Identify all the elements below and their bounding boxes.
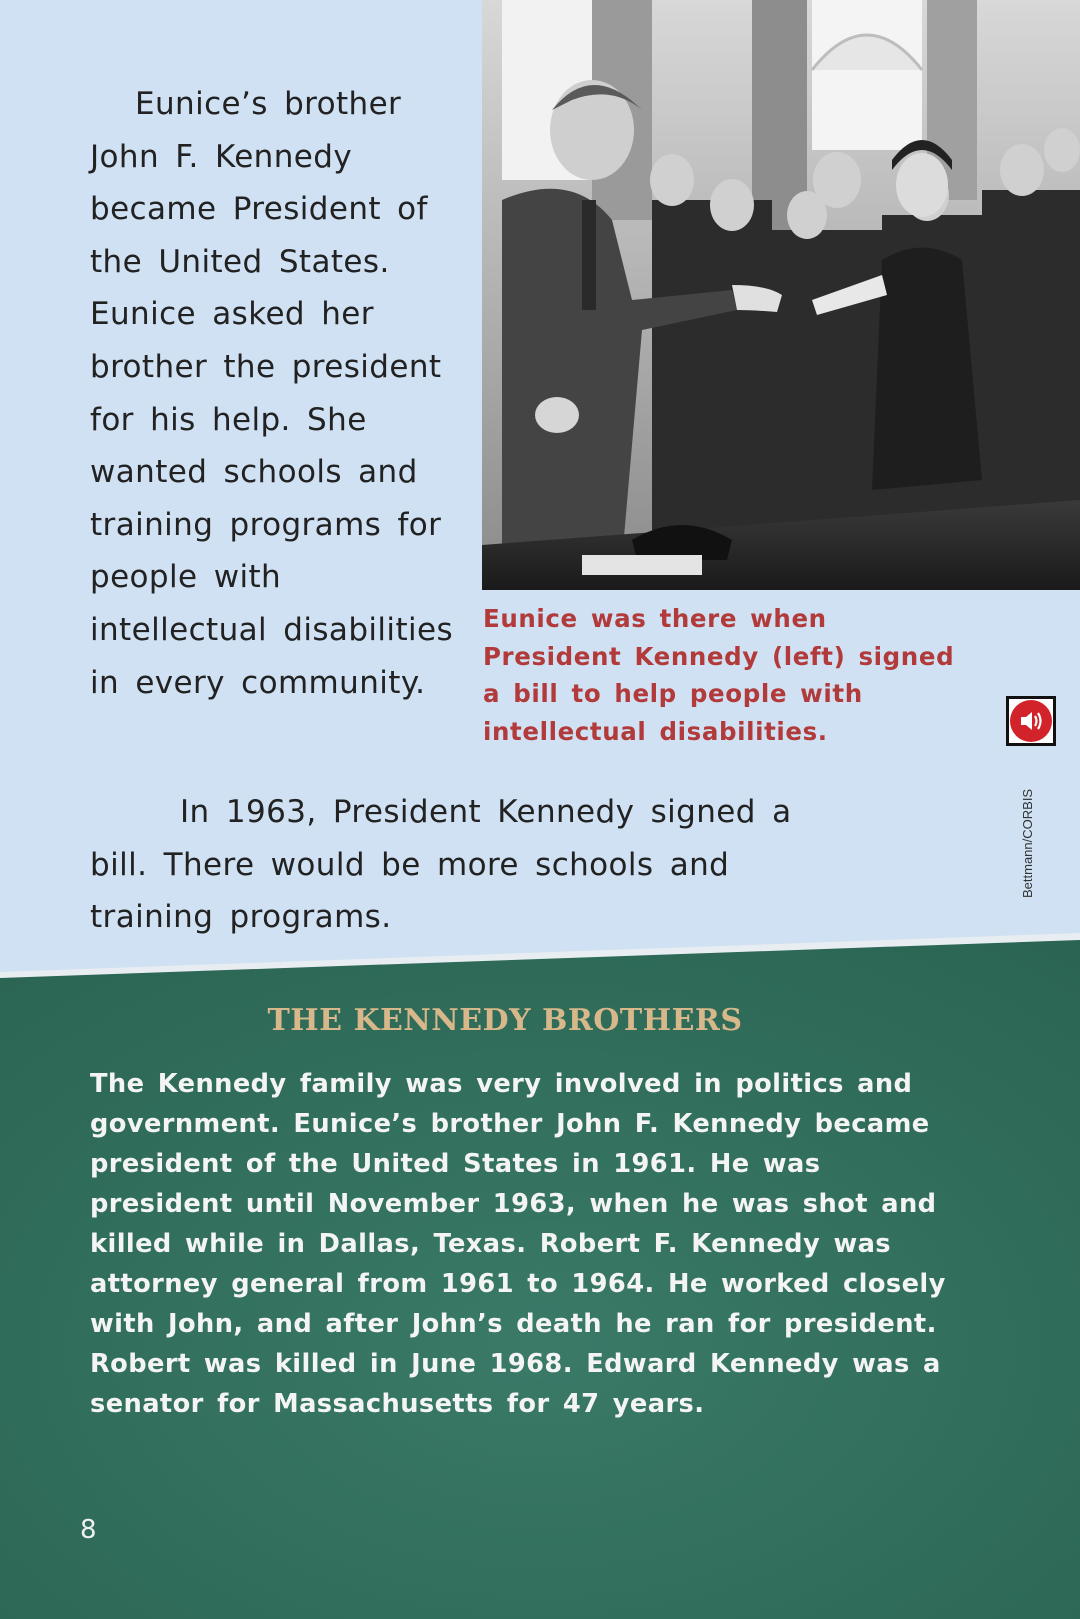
photo-caption: Eunice was there when President Kennedy (left) signed a bill to help people with intellectual disabilities. (483, 604, 955, 747)
body-paragraph-2: In 1963, President Kennedy signed a bill. There would be more schools and training programs. (90, 794, 792, 935)
page-number: 8 (80, 1515, 97, 1545)
photo-credit: Bettmann/CORBIS (1020, 788, 1035, 898)
body-paragraph-1: Eunice’s brother John F. Kennedy became President of the United States. Eunice asked her brother the president for his help. She wanted schools and training programs for people with intellectual disabilities in every community. (90, 86, 454, 701)
sidebar-title: THE KENNEDY BROTHERS (267, 1003, 743, 1038)
sidebar-text: The Kennedy family was very involved in politics and government. Eunice’s brother John F. Kennedy became president of the United States in 1961. He was president until November 1963, when he was shot and killed while in Dallas, Texas. Robert F. Kennedy was attorney general from 1961 to 1964. He worked closely with John, and after John’s death he ran for president. Robert was killed in June 1968. Edward Kennedy was a senator for Massachusetts for 47 years. (90, 1069, 946, 1419)
